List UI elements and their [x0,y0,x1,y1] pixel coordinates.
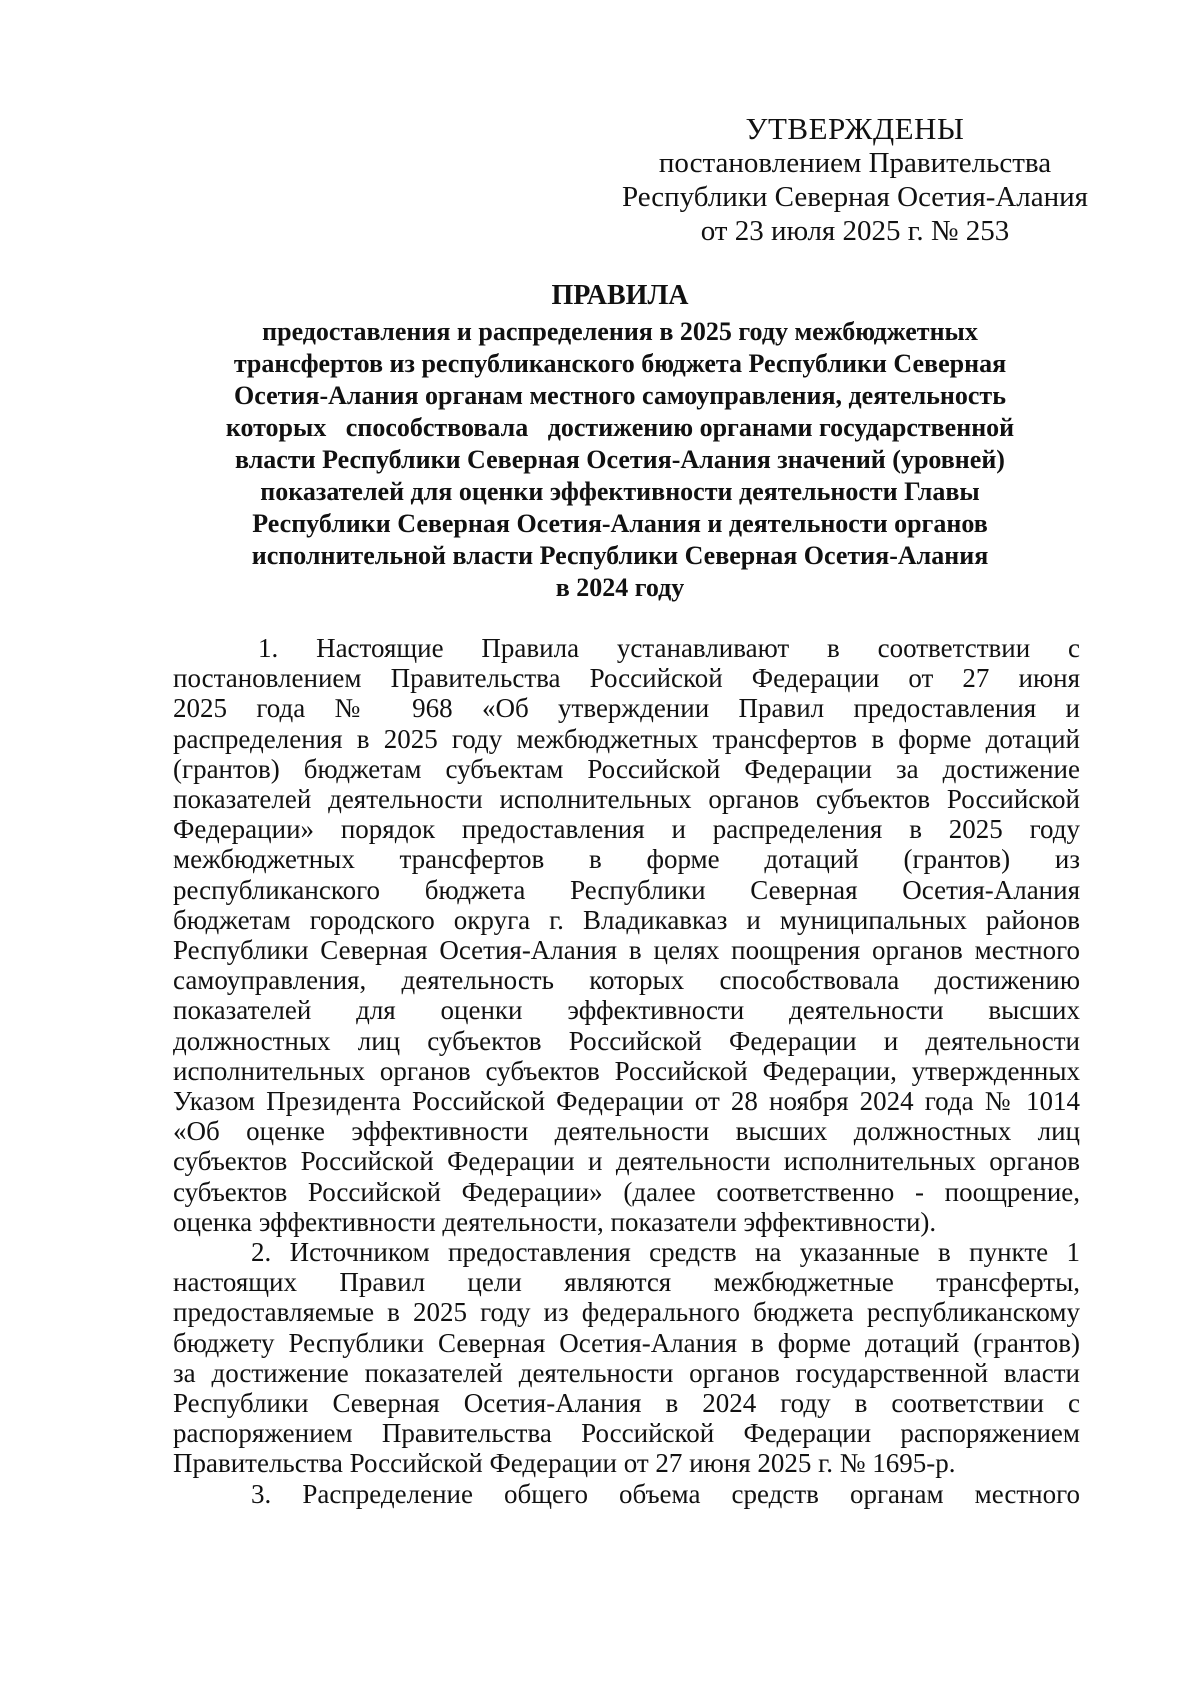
approval-stamp [620,112,1090,248]
document-title [160,280,1080,604]
title-line: предоставления и распределения в 2025 году межбюджетных [262,317,978,346]
paragraph-1-line: «Об оценке эффективности деятельности высших должностных лиц [173,1116,1080,1147]
paragraph-1-line: (грантов) бюджетам субъектам Российской Федерации за достижение [173,753,1080,784]
paragraph-1-line: оценка эффективности деятельности, показатели эффективности). [173,1206,937,1237]
document-body [173,633,1080,1509]
paragraph-2-line: настоящих Правил цели являются межбюджетные трансферты, [173,1267,1080,1298]
paragraph-1-line: должностных лиц субъектов Российской Федерации и деятельности [173,1025,1080,1056]
title-line: Республики Северная Осетия-Алания и деятельности органов [252,509,988,538]
paragraph-1-line: самоуправления, деятельность которых способствовала достижению [173,965,1080,996]
title-line: которых способствовала достижению органами государственной [225,413,1015,442]
approval-line-2: Республики Северная Осетия-Алания [621,181,1089,213]
paragraph-1-line: постановлением Правительства Российской Федерации от 27 июня [173,663,1080,694]
paragraph-1-line: показателей для оценки эффективности деятельности высших [173,995,1080,1026]
paragraph-1-line: 2025 года № 968 «Об утверждении Правил предоставления и [173,693,1080,724]
title-line: трансфертов из республиканского бюджета Республики Северная [233,349,1007,378]
paragraph-1-line: Федерации» порядок предоставления и распределения в 2025 году [173,814,1080,845]
paragraph-1-line: Указом Президента Российской Федерации от 28 ноября 2024 года № 1014 [173,1086,1080,1117]
paragraph-1-line: распределения в 2025 году межбюджетных трансфертов в форме дотаций [173,723,1080,754]
paragraph-2-line: 2. Источником предоставления средств на указанные в пункте 1 [251,1237,1080,1268]
paragraph-1-line: субъектов Российской Федерации и деятельности исполнительных органов [173,1146,1080,1177]
paragraph-1-line: субъектов Российской Федерации» (далее соответственно - поощрение, [173,1176,1080,1207]
paragraph-2-line: предоставляемые в 2025 году из федерального бюджета республиканскому [173,1297,1080,1328]
approved-heading: УТВЕРЖДЕНЫ [745,111,965,146]
approval-line-1: постановлением Правительства [658,147,1052,179]
paragraph-1-line: Республики Северная Осетия-Алания в целях поощрения органов местного [173,935,1080,966]
title-line: исполнительной власти Республики Северная Осетия-Алания [251,541,989,570]
paragraph-2-line: за достижение показателей деятельности органов государственной власти [173,1357,1080,1388]
title-main: ПРАВИЛА [551,280,689,311]
paragraph-1-line: показателей деятельности исполнительных органов субъектов Российской [173,784,1080,815]
title-line: показателей для оценки эффективности деятельности Главы [260,477,980,506]
paragraph-2-line: распоряжением Правительства Российской Федерации распоряжением [173,1418,1080,1449]
paragraph-2-line: Правительства Российской Федерации от 27 июня 2025 г. № 1695-р. [173,1448,956,1479]
paragraph-2-line: Республики Северная Осетия-Алания в 2024 году в соответствии с [173,1388,1080,1419]
paragraph-2-line: бюджету Республики Северная Осетия-Алания в форме дотаций (грантов) [173,1327,1080,1358]
paragraph-1-line: межбюджетных трансфертов в форме дотаций (грантов) из [173,844,1080,875]
approval-line-3: от 23 июля 2025 г. № 253 [700,215,1010,247]
title-line: Осетия-Алания органам местного самоуправления, деятельность [234,381,1006,410]
paragraph-1-line: бюджетам городского округа г. Владикавказ и муниципальных районов [173,904,1080,935]
paragraph-1-line: республиканского бюджета Республики Северная Осетия-Алания [173,874,1080,905]
paragraph-3-line: 3. Распределение общего объема средств органам местного [251,1478,1080,1509]
title-line: в 2024 году [555,573,685,602]
paragraph-1-line: исполнительных органов субъектов Российской Федерации, утвержденных [173,1055,1080,1086]
title-line: власти Республики Северная Осетия-Алания значений (уровней) [235,445,1005,474]
paragraph-1-line: 1. Настоящие Правила устанавливают в соответствии с [258,633,1080,663]
